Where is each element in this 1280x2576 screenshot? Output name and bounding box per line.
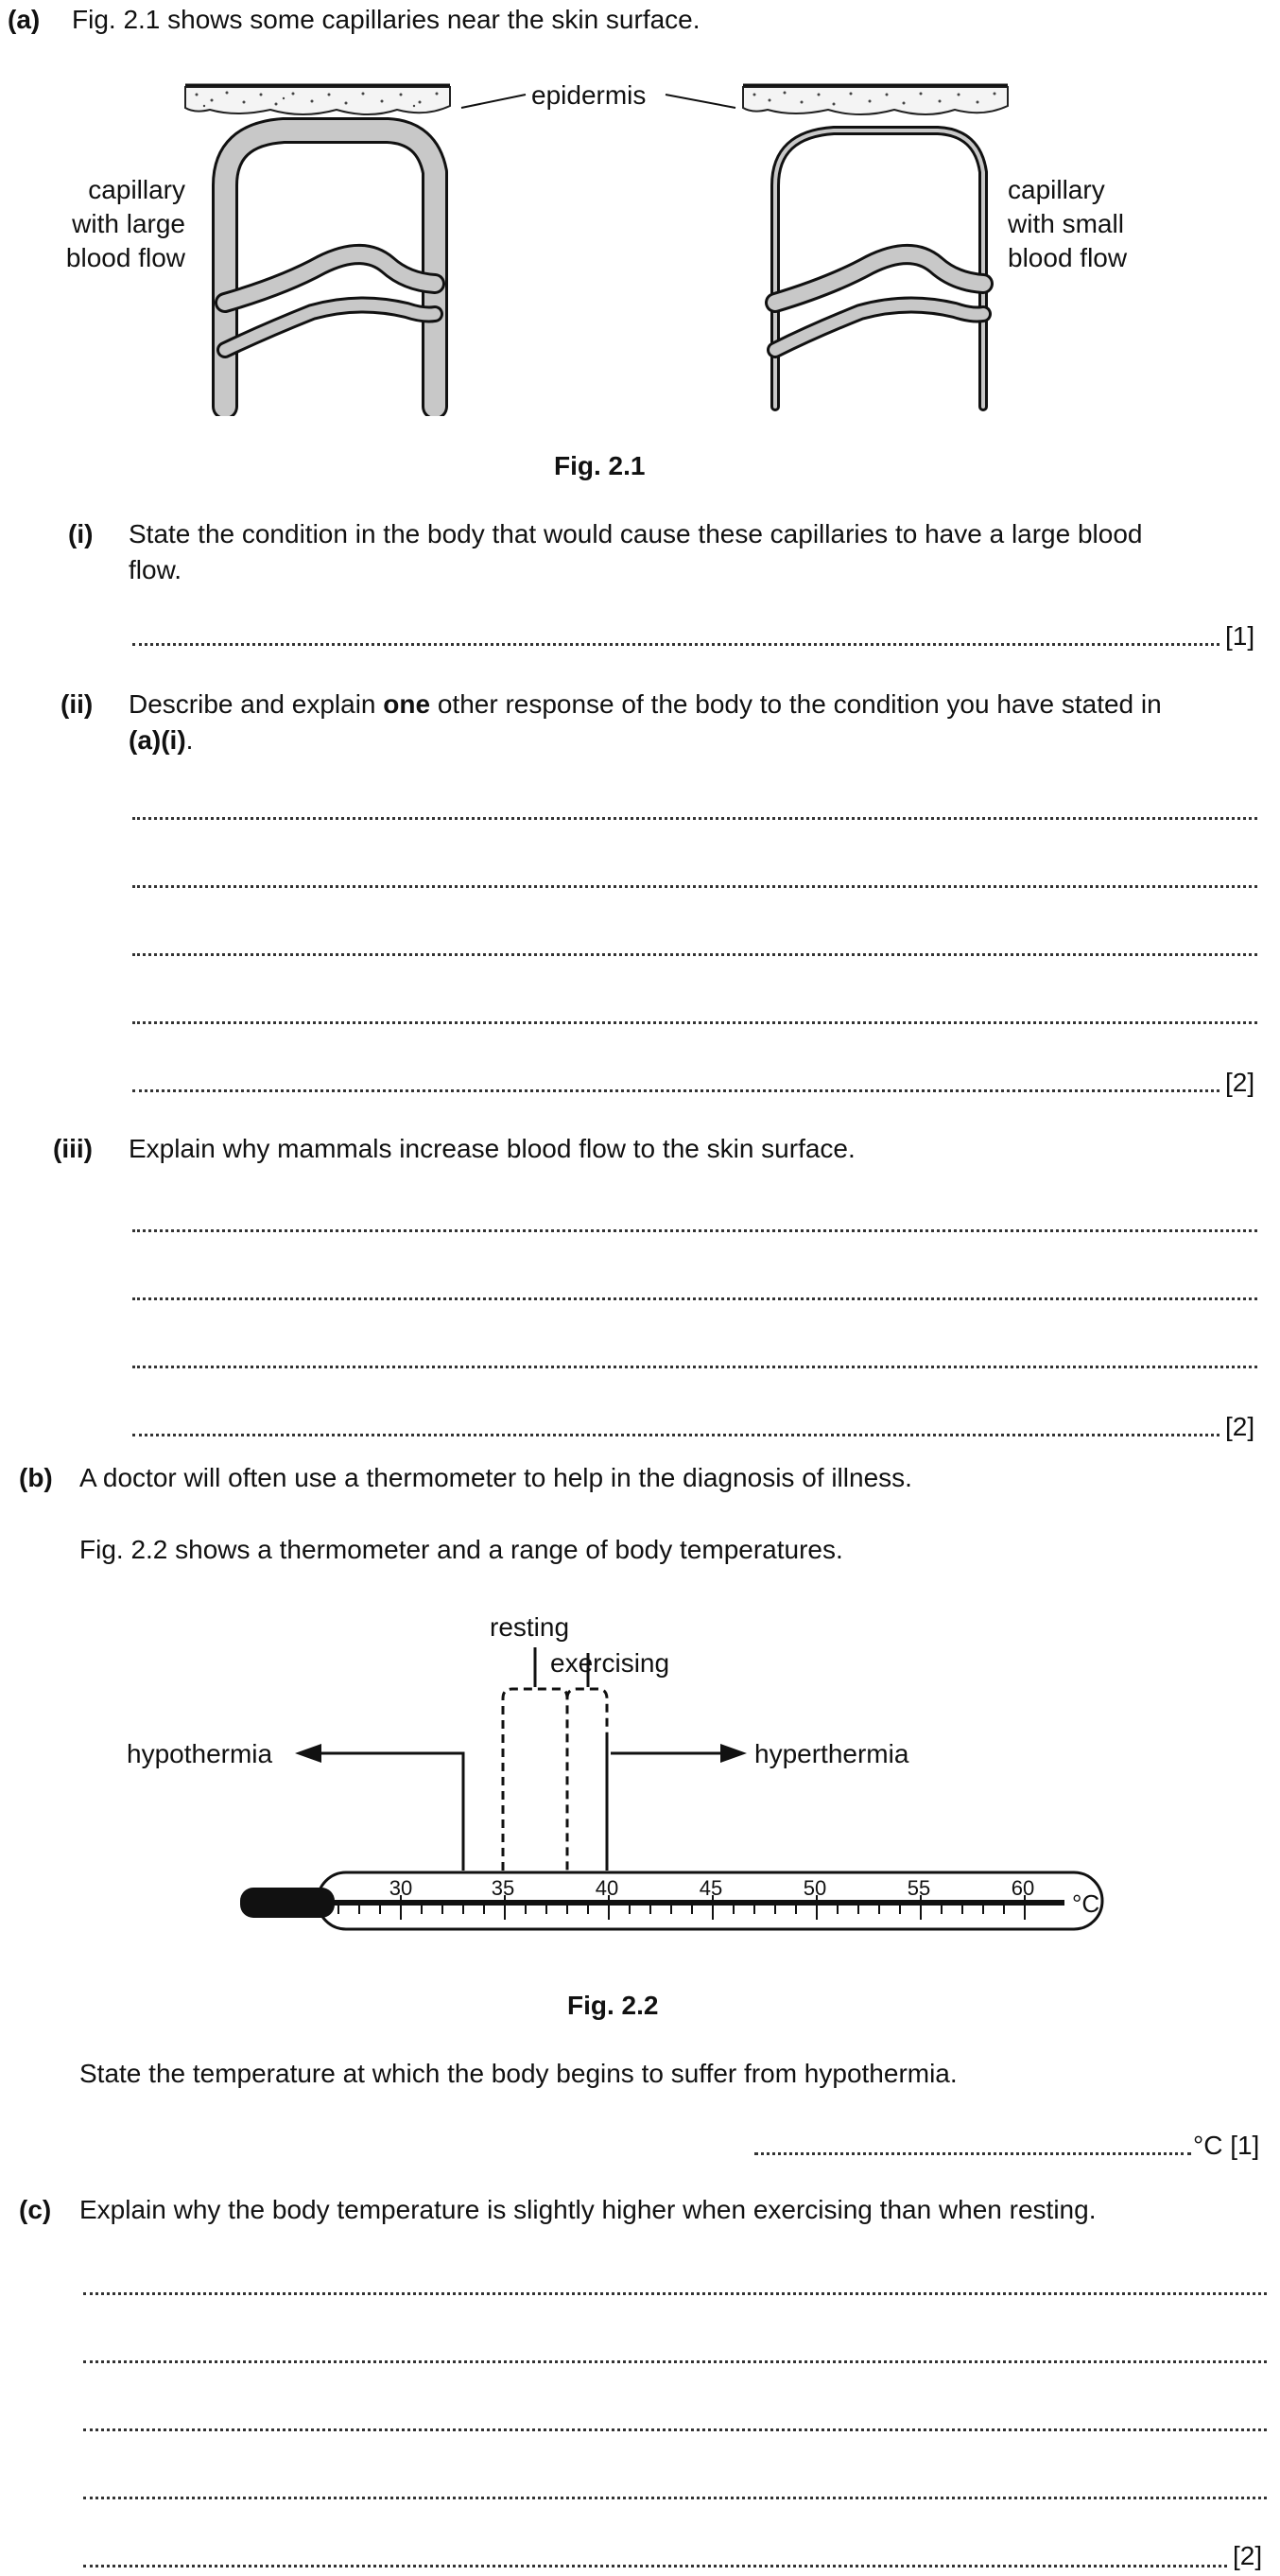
q-i-text-line2: flow. (129, 555, 182, 584)
thermometer-unit: °C (1072, 1889, 1100, 1918)
q-iii-text: Explain why mammals increase blood flow to the skin surface. (129, 1134, 856, 1163)
answer-line-ii-5[interactable] (132, 1089, 1219, 1092)
hypothermia-arrow (295, 1744, 463, 1871)
answer-line-ii-1[interactable] (132, 817, 1257, 820)
tick-label-35: 35 (491, 1876, 515, 1900)
answer-line-c-4[interactable] (83, 2497, 1267, 2499)
answer-line-b[interactable] (754, 2152, 1191, 2155)
left-label-line-1: capillary (88, 175, 185, 204)
fig-2-1-caption: Fig. 2.1 (554, 451, 646, 480)
tick-label-45: 45 (699, 1876, 723, 1900)
answer-line-c-2[interactable] (83, 2360, 1267, 2363)
tick-label-50: 50 (803, 1876, 827, 1900)
q-ii-text-pre: Describe and explain (129, 689, 384, 719)
answer-line-c-5[interactable] (83, 2565, 1227, 2567)
right-label-line-3: blood flow (1008, 243, 1128, 272)
part-b-answer-suffix: °C [1] (1193, 2131, 1260, 2160)
part-b-question: State the temperature at which the body begins to suffer from hypothermia. (79, 2059, 958, 2088)
part-a-label: (a) (8, 5, 41, 34)
answer-line-iii-3[interactable] (132, 1366, 1257, 1368)
hypothermia-label: hypothermia (127, 1739, 273, 1768)
q-i-text-line1: State the condition in the body that would cause these capillaries to have a large blood (129, 519, 1143, 548)
part-c-label: (c) (19, 2195, 52, 2224)
q-iii-mark: [2] (1225, 1412, 1255, 1441)
q-ii-text-post: other response of the body to the condition you have stated in (430, 689, 1162, 719)
answer-line-ii-2[interactable] (132, 885, 1257, 888)
answer-line-i[interactable] (132, 643, 1219, 646)
fig-2-2-caption: Fig. 2.2 (567, 1991, 659, 2020)
capillary-figure (0, 66, 1280, 416)
epidermis-label: epidermis (531, 80, 647, 110)
q-i-label: (i) (68, 519, 94, 548)
answer-line-ii-3[interactable] (132, 953, 1257, 956)
tick-label-60: 60 (1011, 1876, 1035, 1900)
answer-line-iii-1[interactable] (132, 1229, 1257, 1232)
capillary-large-flow (225, 131, 435, 407)
epidermis-pointer-left (461, 95, 526, 108)
answer-line-ii-4[interactable] (132, 1021, 1257, 1024)
thermometer-body (240, 1872, 1102, 1929)
exercising-label: exercising (550, 1648, 670, 1678)
q-i-mark: [1] (1225, 621, 1255, 651)
hyperthermia-label: hyperthermia (754, 1739, 909, 1768)
q-ii-ref-bold: (a)(i) (129, 725, 186, 755)
part-b-label: (b) (19, 1463, 53, 1492)
q-iii-label: (iii) (53, 1134, 93, 1163)
answer-line-c-3[interactable] (83, 2428, 1267, 2431)
q-ii-ref-post: . (185, 725, 194, 755)
left-label-line-3: blood flow (65, 243, 185, 272)
q-ii-mark: [2] (1225, 1068, 1255, 1097)
tick-label-30: 30 (389, 1876, 413, 1900)
q-ii-ref (129, 724, 193, 757)
epidermis-left (185, 85, 450, 114)
hyperthermia-arrow (611, 1744, 747, 1763)
part-c-text: Explain why the body temperature is slightly higher when exercising than when resting. (79, 2195, 1097, 2224)
capillary-small-flow (775, 131, 983, 407)
right-label-line-2: with small (1008, 209, 1124, 238)
part-b-intro: A doctor will often use a thermometer to help in the diagnosis of illness. (79, 1463, 912, 1492)
part-c-mark: [2] (1233, 2541, 1263, 2570)
answer-line-c-1[interactable] (83, 2292, 1267, 2295)
part-a-intro: Fig. 2.1 shows some capillaries near the skin surface. (72, 5, 701, 34)
tick-label-40: 40 (595, 1876, 619, 1900)
q-ii-text-bold: one (383, 689, 431, 719)
resting-label: resting (490, 1612, 570, 1642)
right-label-line-1: capillary (1008, 175, 1105, 204)
tick-label-55: 55 (907, 1876, 931, 1900)
epidermis-right (743, 85, 1008, 114)
left-label-line-2: with large (72, 209, 185, 238)
answer-line-iii-2[interactable] (132, 1297, 1257, 1300)
q-ii-label: (ii) (61, 689, 94, 719)
answer-line-iii-4[interactable] (132, 1434, 1219, 1436)
part-b-fig-intro: Fig. 2.2 shows a thermometer and a range of body temperatures. (79, 1535, 843, 1564)
range-brackets (503, 1647, 607, 1871)
q-ii-text (129, 688, 1162, 721)
epidermis-pointer-right (666, 95, 735, 108)
